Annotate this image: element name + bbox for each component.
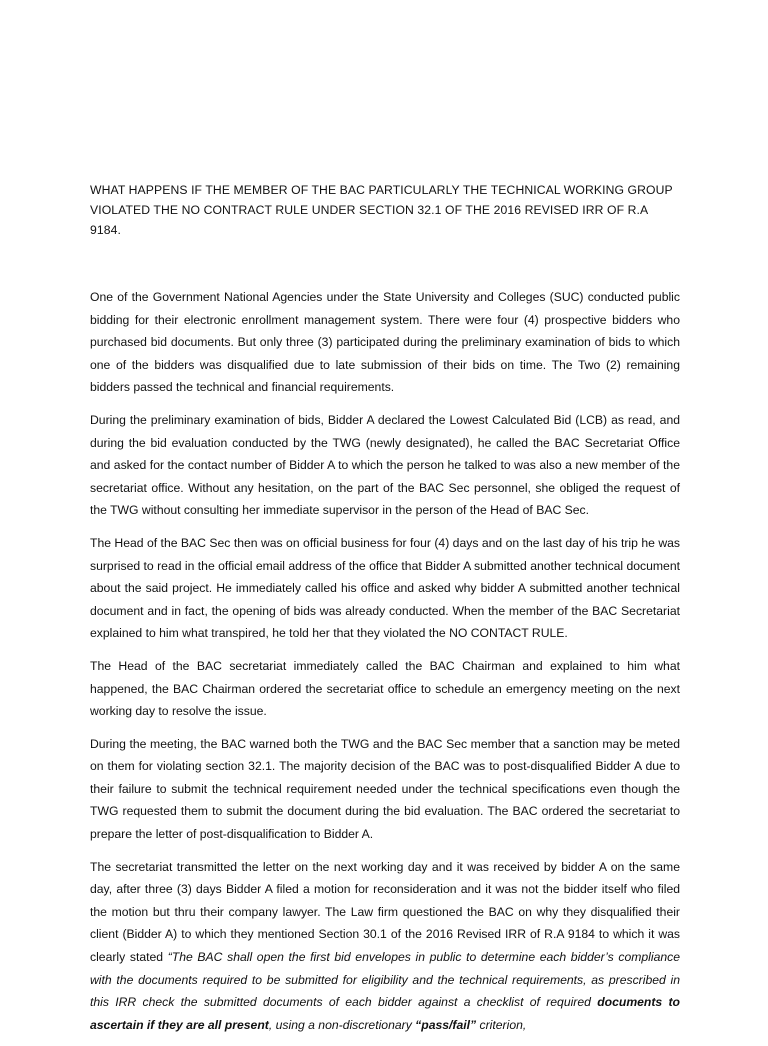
title-line-2: VIOLATED THE NO CONTRACT RULE UNDER SECTION 32.1 OF THE 2016 REVISED IRR OF R.A 9184.	[90, 203, 648, 237]
document-page	[90, 180, 680, 1046]
quote-bold-pass-fail: “pass/fail”	[415, 1017, 477, 1032]
title-line-1: WHAT HAPPENS IF THE MEMBER OF THE BAC PARTICULARLY THE TECHNICAL WORKING GROUP	[90, 183, 673, 197]
paragraph-1: One of the Government National Agencies under the State University and Colleges (SUC) conducted public bidding for their electronic enrollment management system. There were four (4) prospective bidders who purchased bid documents. But only three (3) participated during the preliminary examination of bids to which one of the bidders was disqualified due to late submission of their bids on time. The Two (2) remaining bidders passed the technical and financial requirements.	[90, 290, 680, 395]
paragraph-6-text: The secretariat transmitted the letter on the next working day and it was received by bidder A on the same day, after three (3) days Bidder A filed a motion for reconsideration and it was not the bidder itself who filed the motion but thru their company lawyer. The Law firm questioned the BAC on why they disqualified their client (Bidder A) to which they mentioned Section 30.1 of the 2016 Revised IRR of R.A 9184 to which it was clearly stated	[90, 859, 680, 965]
quoted-irr-text	[90, 950, 680, 1032]
paragraph-5: During the meeting, the BAC warned both the TWG and the BAC Sec member that a sanction may be meted on them for violating section 32.1. The majority decision of the BAC was to post-disqualified Bidder A due to their failure to submit the technical requirement needed under the technical specifications even though the TWG requested them to submit the document during the bid evaluation. The BAC ordered the secretariat to prepare the letter of post-disqualification to Bidder A.	[90, 736, 680, 842]
quote-end: criterion,	[476, 1017, 527, 1032]
paragraph-6	[90, 856, 680, 1037]
quote-mid: , using a non-discretionary	[268, 1017, 416, 1032]
paragraph-2: During the preliminary examination of bids, Bidder A declared the Lowest Calculated Bid (LCB) as read, and during the bid evaluation conducted by the TWG (newly designated), he called the BAC Secretariat Office and asked for the contact number of Bidder A to which the person he talked to was also a new member of the secretariat office. Without any hesitation, on the part of the BAC Sec personnel, she obliged the request of the TWG without consulting her immediate supervisor in the person of the Head of BAC Sec.	[90, 412, 680, 518]
document-title	[90, 180, 680, 240]
quote-start: “The BAC shall open the first bid envelopes in public to determine each bidder’s compliance with the documents required to be submitted for eligibility and the technical requirements, as prescribed in this IRR check the submitted documents of each bidder against a checklist of required	[90, 950, 680, 1010]
paragraph-4: The Head of the BAC secretariat immediately called the BAC Chairman and explained to him what happened, the BAC Chairman ordered the secretariat office to schedule an emergency meeting on the next working day to resolve the issue.	[90, 658, 680, 719]
quote-bold-documents: documents to ascertain if they are all present	[90, 995, 680, 1032]
paragraph-3: The Head of the BAC Sec then was on official business for four (4) days and on the last day of his trip he was surprised to read in the official email address of the office that Bidder A submitted another technical document about the said project. He immediately called his office and asked why bidder A submitted another technical document and in fact, the opening of bids was already conducted. When the member of the BAC Secretariat explained to him what transpired, he told her that they violated the NO CONTACT RULE.	[90, 535, 680, 641]
